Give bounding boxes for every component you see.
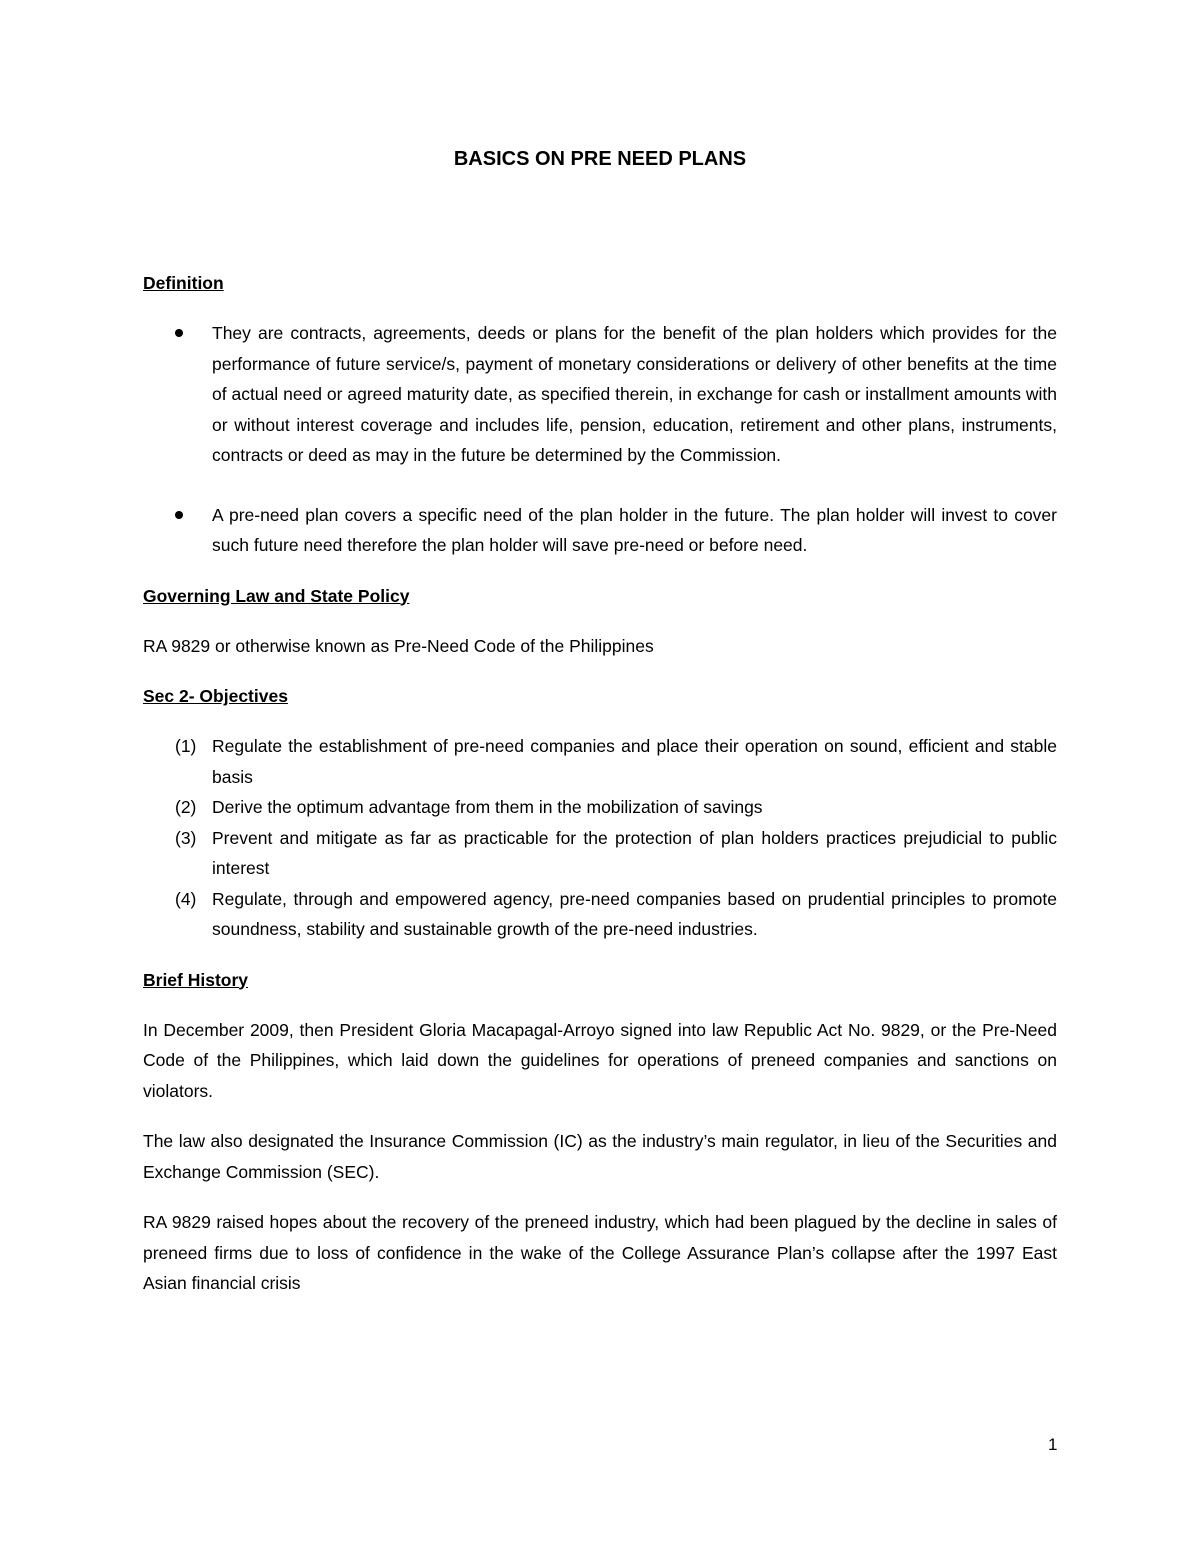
- governing-law-heading: Governing Law and State Policy: [143, 585, 410, 606]
- objective-item: [143, 823, 1057, 884]
- document-body: [143, 145, 1057, 1299]
- definition-bullet-item: [143, 500, 1057, 561]
- definition-bullet-text: They are contracts, agreements, deeds or plans for the benefit of the plan holders which provides for the performance of future service/s, payment of monetary considerations or delivery of other benefits at the time of actual need or agreed maturity date, as specified therein, in exchange for cash or installment amounts with or without interest coverage and includes life, pension, education, retirement and other plans, instruments, contracts or deed as may in the future be determined by the Commission.: [212, 323, 1057, 465]
- definition-bullet-list: [143, 318, 1057, 561]
- objective-text: Regulate, through and empowered agency, pre-need companies based on prudential principles to promote soundness, stability and sustainable growth of the pre-need industries.: [212, 888, 1057, 939]
- definition-bullet-item: [143, 318, 1057, 471]
- bullet-icon: [175, 511, 183, 519]
- objective-item: [143, 884, 1057, 945]
- governing-law-text: RA 9829 or otherwise known as Pre-Need Code of the Philippines: [143, 635, 654, 656]
- bullet-icon: [175, 329, 183, 337]
- definition-bullet-text: A pre-need plan covers a specific need of the plan holder in the future. The plan holder will invest to cover such future need therefore the plan holder will save pre-need or before need.: [212, 504, 1057, 555]
- objective-text: Prevent and mitigate as far as practicable for the protection of plan holders practices prejudicial to public interest: [212, 827, 1057, 878]
- objective-number: (2): [175, 797, 197, 817]
- objective-item: [143, 792, 1057, 823]
- objective-item: [143, 731, 1057, 792]
- page-number: 1: [1048, 1435, 1058, 1454]
- objective-text: Regulate the establishment of pre-need companies and place their operation on sound, efficient and stable basis: [212, 736, 1057, 787]
- objectives-list: [143, 731, 1057, 945]
- objectives-heading: Sec 2- Objectives: [143, 686, 288, 706]
- objective-number: (3): [175, 827, 197, 848]
- objective-number: (1): [175, 736, 197, 756]
- objective-text: Derive the optimum advantage from them in the mobilization of savings: [212, 797, 763, 817]
- history-paragraph: The law also designated the Insurance Commission (IC) as the industry’s main regulator, in lieu of the Securities and Exchange Commission (SEC).: [143, 1131, 1057, 1182]
- history-paragraph: In December 2009, then President Gloria Macapagal-Arroyo signed into law Republic Act No. 9829, or the Pre-Need Code of the Philippines, which laid down the guidelines for operations of preneed companies and sanctions on violators.: [143, 1019, 1057, 1101]
- document-title: BASICS ON PRE NEED PLANS: [453, 148, 747, 170]
- definition-heading: Definition: [143, 273, 224, 293]
- history-paragraph: RA 9829 raised hopes about the recovery of the preneed industry, which had been plagued by the decline in sales of preneed firms due to loss of confidence in the wake of the College Assurance Plan’s collapse after the 1997 East Asian financial crisis: [143, 1212, 1057, 1293]
- history-heading: Brief History: [143, 969, 249, 990]
- objective-number: (4): [175, 888, 197, 909]
